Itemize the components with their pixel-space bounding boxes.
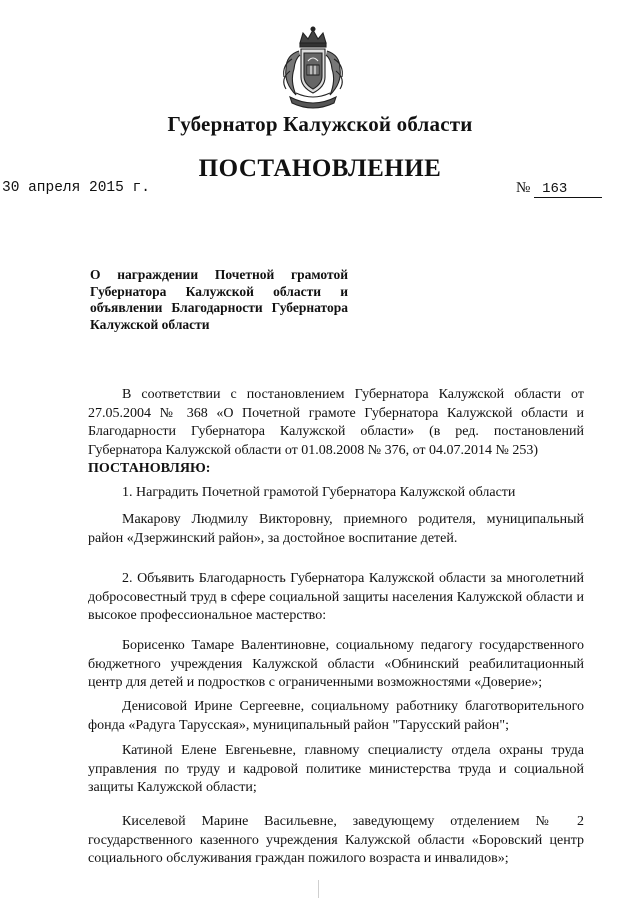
coat-of-arms-emblem [272, 25, 354, 113]
document-date: 30 апреля 2015 г. [2, 180, 150, 196]
item-1-paragraph: 1. Наградить Почетной грамотой Губернатора Калужской области [122, 485, 516, 500]
awardee-paragraph: Киселевой Марине Васильевне, заведующему отделением № 2 государственного казенного учреждения Калужской области «Боровский центр социального обслуживания граждан пожилого возраста и инвалидов»; [88, 814, 584, 866]
preamble-paragraph: В соответствии с постановлением Губернатора Калужской области от 27.05.2004 № 368 «О Почетной грамоте Губернатора Калужской области и Благодарности Губернатора Калужской области» (в ред. постановлений Губернатора Калужской области от 01.08.2008 № 376, от 04.07.2014 № 253) [88, 387, 584, 458]
number-sign: № [516, 180, 531, 196]
document-number [516, 180, 602, 198]
item-2-paragraph: 2. Объявить Благодарность Губернатора Калужской области за многолетний добросовестный труд в сфере социальной защиты населения Калужской области и высокое профессиональное мастерство: [88, 571, 584, 623]
awardee-paragraph: Денисовой Ирине Сергеевне, социальному работнику благотворительного фонда «Радуга Тарусская», муниципальный район "Тарусский район"; [88, 699, 584, 733]
item-1-person-paragraph: Макарову Людмилу Викторовну, приемного родителя, муниципальный район «Дзержинский район», за достойное воспитание детей. [88, 512, 584, 546]
number-value: 163 [534, 181, 602, 198]
awardee-paragraph: Борисенко Тамаре Валентиновне, социальному педагогу государственного бюджетного учреждения Калужской области «Обнинский реабилитационный центр для детей и подростков с ограниченными возможностями «Доверие»; [88, 638, 584, 690]
organization-title: Губернатор Калужской области [167, 112, 473, 136]
document-subject: О награждении Почетной грамотой Губернатора Калужской области и объявлении Благодарности Губернатора Калужской области [90, 267, 348, 332]
document-type-heading: ПОСТАНОВЛЕНИЕ [198, 155, 442, 182]
awardee-paragraph: Катиной Елене Евгеньевне, главному специалисту отдела охраны труда управления по труду и кадровой политике министерства труда и социальной защиты Калужской области; [88, 743, 584, 795]
scan-artifact-line [318, 880, 319, 898]
resolve-heading: ПОСТАНОВЛЯЮ: [88, 461, 211, 476]
